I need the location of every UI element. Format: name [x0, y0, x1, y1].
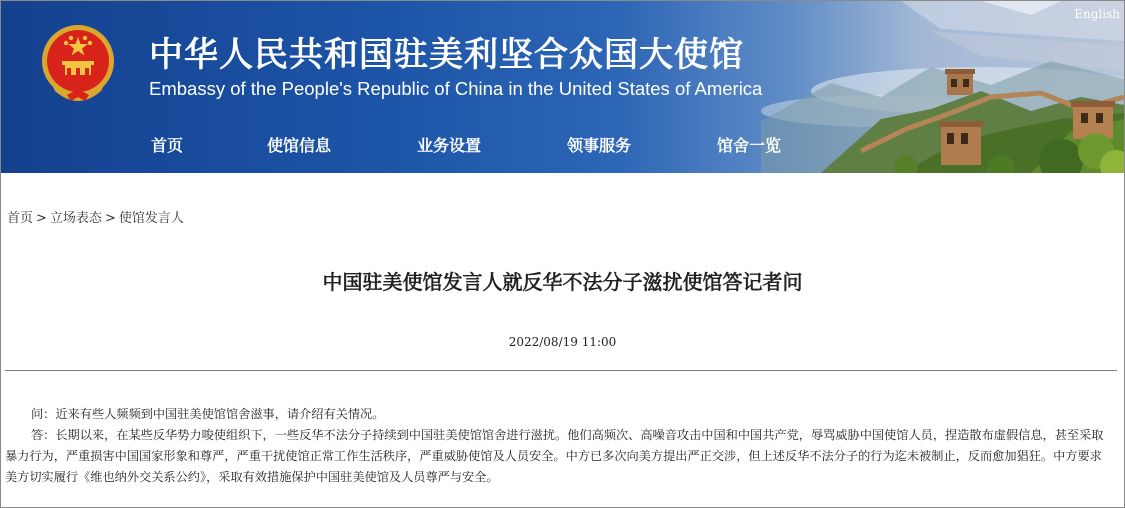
article-paragraph-answer: 答：长期以来，在某些反华势力唆使组织下，一些反华不法分子持续到中国驻美使馆馆舍进行滋扰。他们高频次、高噪音攻击中国和中国共产党，辱骂威胁中国使馆人员，捏造散布虚假信息，甚至采取暴力行为，严重损害中国国家形象和尊严，严重干扰使馆正常工作生活秩序，严重威胁使馆及人员安全。中方已多次向美方提出严正交涉，但上述反华不法分子的行为迄未被制止，反而愈加猖狂。中方要求美方切实履行《维也纳外交关系公约》，采取有效措施保护中国驻美使馆及人员尊严与安全。 — [5, 428, 1104, 484]
breadcrumb-spokesperson[interactable]: 使馆发言人 — [118, 211, 184, 226]
embassy-title-en: Embassy of the People's Republic of China in the United States of America — [149, 78, 763, 99]
article-title: 中国驻美使馆发言人就反华不法分子滋扰使馆答记者问 — [322, 270, 803, 294]
national-emblem-icon — [37, 21, 119, 107]
article-divider — [5, 370, 1117, 371]
breadcrumb-position-statements[interactable]: 立场表态 — [49, 211, 102, 226]
header-banner — [1, 1, 1124, 173]
nav-item-business[interactable]: 业务设置 — [417, 136, 482, 155]
breadcrumb — [7, 207, 184, 226]
article-paragraph-question: 问：近来有些人频频到中国驻美使馆馆舍滋事，请介绍有关情况。 — [31, 407, 385, 421]
english-language-link[interactable]: English — [1074, 7, 1120, 21]
article-date: 2022/08/19 11:00 — [508, 335, 617, 349]
nav-item-embassy-info[interactable]: 使馆信息 — [267, 136, 332, 155]
breadcrumb-separator: > — [104, 211, 116, 226]
breadcrumb-separator: > — [36, 211, 47, 226]
main-nav — [1, 133, 801, 155]
nav-item-consular[interactable]: 领事服务 — [567, 136, 632, 155]
breadcrumb-home[interactable]: 首页 — [7, 211, 34, 226]
article-body — [5, 404, 1113, 488]
embassy-title-cn: 中华人民共和国驻美利坚合众国大使馆 — [149, 35, 744, 75]
nav-item-premises[interactable]: 馆舍一览 — [717, 136, 782, 155]
nav-item-home[interactable]: 首页 — [151, 136, 184, 155]
